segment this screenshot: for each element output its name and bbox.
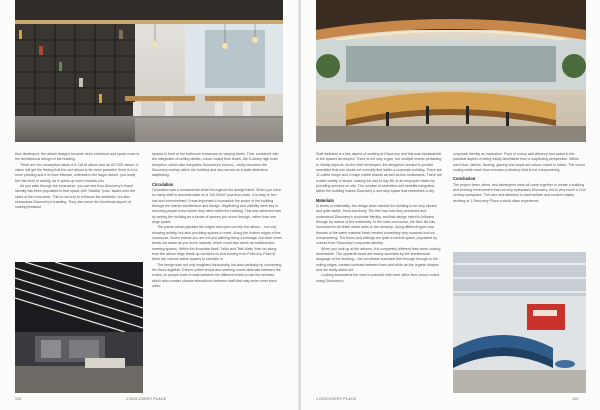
section-heading: Conclusion [453, 176, 476, 182]
body-paragraph: The design was not only imagined horizontally, but also vertically by connecting the floors together. Eleven coffee shops and meeting rooms alternate between the zones, so people have to walk between the different levels to use the services, which also creates chance interactions between staff that may never meet each other. [152, 262, 282, 289]
page-number: 109 [572, 397, 579, 401]
running-footer: 1 DISCOVERY PLACE [126, 397, 167, 401]
left-column-1 [15, 152, 140, 211]
photo-curved-coffee-bar [316, 0, 586, 142]
body-paragraph: There are two conceptual ideas of a CALM atrium and an ACTIVE atrium. A visitor will get the feeling that the one atrium is far more peaceful; there is a lot more planting and it is more intimate, whereas in the larger atrium, you really feel the level of activity, as it opens up more towards you. [15, 162, 139, 183]
section-heading: Materials [316, 197, 334, 203]
body-paragraph: corporate identity as inspiration. Pops of colour add vibrancy and assist in the practical aspect of being easily identifiable from a wayfinding perspective. Within each floor, fabrics, flooring, glazing and vinyls are colour coded to match. The colour coding within each floor ensures a vibrancy that is not overpowering. [453, 152, 586, 173]
body-paragraph: When you look up at the atriums, it is completely different than when looking downwards. The upwards views are mainly accented by the architectural language of the building – the curvilinear soundest tied through through to the ceiling edges, created contrast between lines and white as the organic shapes and the really stand out. [316, 246, 441, 273]
photo-bookshelf-library-illustration [15, 0, 283, 142]
photo-concourse-illustration [15, 262, 143, 393]
page-number: 108 [15, 397, 22, 401]
right-page [301, 0, 600, 410]
body-paragraph: Circulation was a fundamental driver throughout the design intent. When you have so many staff to accommodate on a 100,000m² plus floor plate, it is easy to feel lost and overwhelmed. It was important to humanise the scope of the building through the interior architecture and design. Wayfinding and visibility were key to ensuring people knew where they were within the building. This was achieved was by seeing the building as a series of spaces you move through, rather than one large space. [152, 187, 282, 224]
section-heading: Circulation [152, 181, 174, 187]
body-paragraph: In terms of materiality, the design team wanted the building to be very vibrant and quite tactile, fresh and lively. The feel has how they perceived and understood Discovery's corporate identity, and that design intent is followed through by means of the materiality. In the main concourse, the floor tile has movement in its finish which adds to the vibrancy. Using different types and formats of the same material finish created something very nuanced but not overpowering. The floors and ceilings are quite a neutral space, populated by colours from Discovery's corporate identity. [316, 203, 437, 246]
running-footer: 1 DISCOVERY PLACE [316, 397, 357, 401]
body-paragraph: As you walk through the concourse, you can see how Discovery's brand identity has been populated in that space with 'Siavika' 'podz' added onto the sides of the concourse. This is not only to enhance the aesthetic, but also showcases Discovery's branding. They also serve the functional aspect of making breakout [15, 184, 136, 210]
body-paragraph: spaces in front of the bathroom entrances on varying levels. That, combined with the integration of ceiling details, colour coded floor levels, the 6-storey high main reception, which also integrates Discovery's colours – really becomes the Discovery overlay within the building and also serves as a quite distinctive wayfinding. [152, 152, 279, 178]
body-paragraph: thus developed, the atrium designs became more combined and spoke more to the architectural design of the building. [15, 152, 140, 162]
body-paragraph: Looking downwards the view is colourful with each office floor colour coded, using Discovery's [316, 273, 440, 283]
left-column-2 [152, 152, 283, 289]
photo-concourse-lighting [15, 262, 143, 393]
left-page [0, 0, 299, 410]
body-paragraph: The pause areas populate the edges and open out into the atrium – not only showing activity, but also providing spaces to meet. Along the bottom edges of the concourse, boxes ensure you are not just walking along a passage, but have some break-out areas as you move inwards, which could also serve as multifunction meeting spaces. Within the floorplate itself, 'Work and Talk Walls' that run along from the atrium edge break up corridors so that moving from Point A to Point B there are various active spaces to circulate in. [152, 225, 282, 262]
body-paragraph: The project team, client, and developers have all come together to create a building and working environment that not only epitomises Discovery, but is very much a 21st century workplace. The care and attention to staff welfare and comfort makes working at 1 Discovery Place a world class experience. [453, 182, 586, 203]
right-column-1 [316, 152, 442, 284]
photo-atrium-colour [453, 252, 586, 393]
photo-bookshelf-library [15, 0, 283, 142]
body-paragraph: Staff wellness is a key aspect of working at Discovery and this was fundamental to the spaces developed. There is not only a gym, but multiple events pertaining to Vitality aspects. As the brief developed, the designers needed to provide amenities that one would not normally find within a corporate building. There are 11 coffee shops and 4 major coffee brands as well as two restaurants. There are a wide variety of shops, making the day to day life of an employee easier by providing services on site. The number of amenities and benefits integrated within the building makes Discovery a one-stop space that resembles a city. [316, 152, 442, 194]
right-column-2 [453, 152, 586, 204]
photo-atrium-illustration [453, 252, 586, 393]
photo-coffee-bar-illustration [316, 0, 586, 142]
